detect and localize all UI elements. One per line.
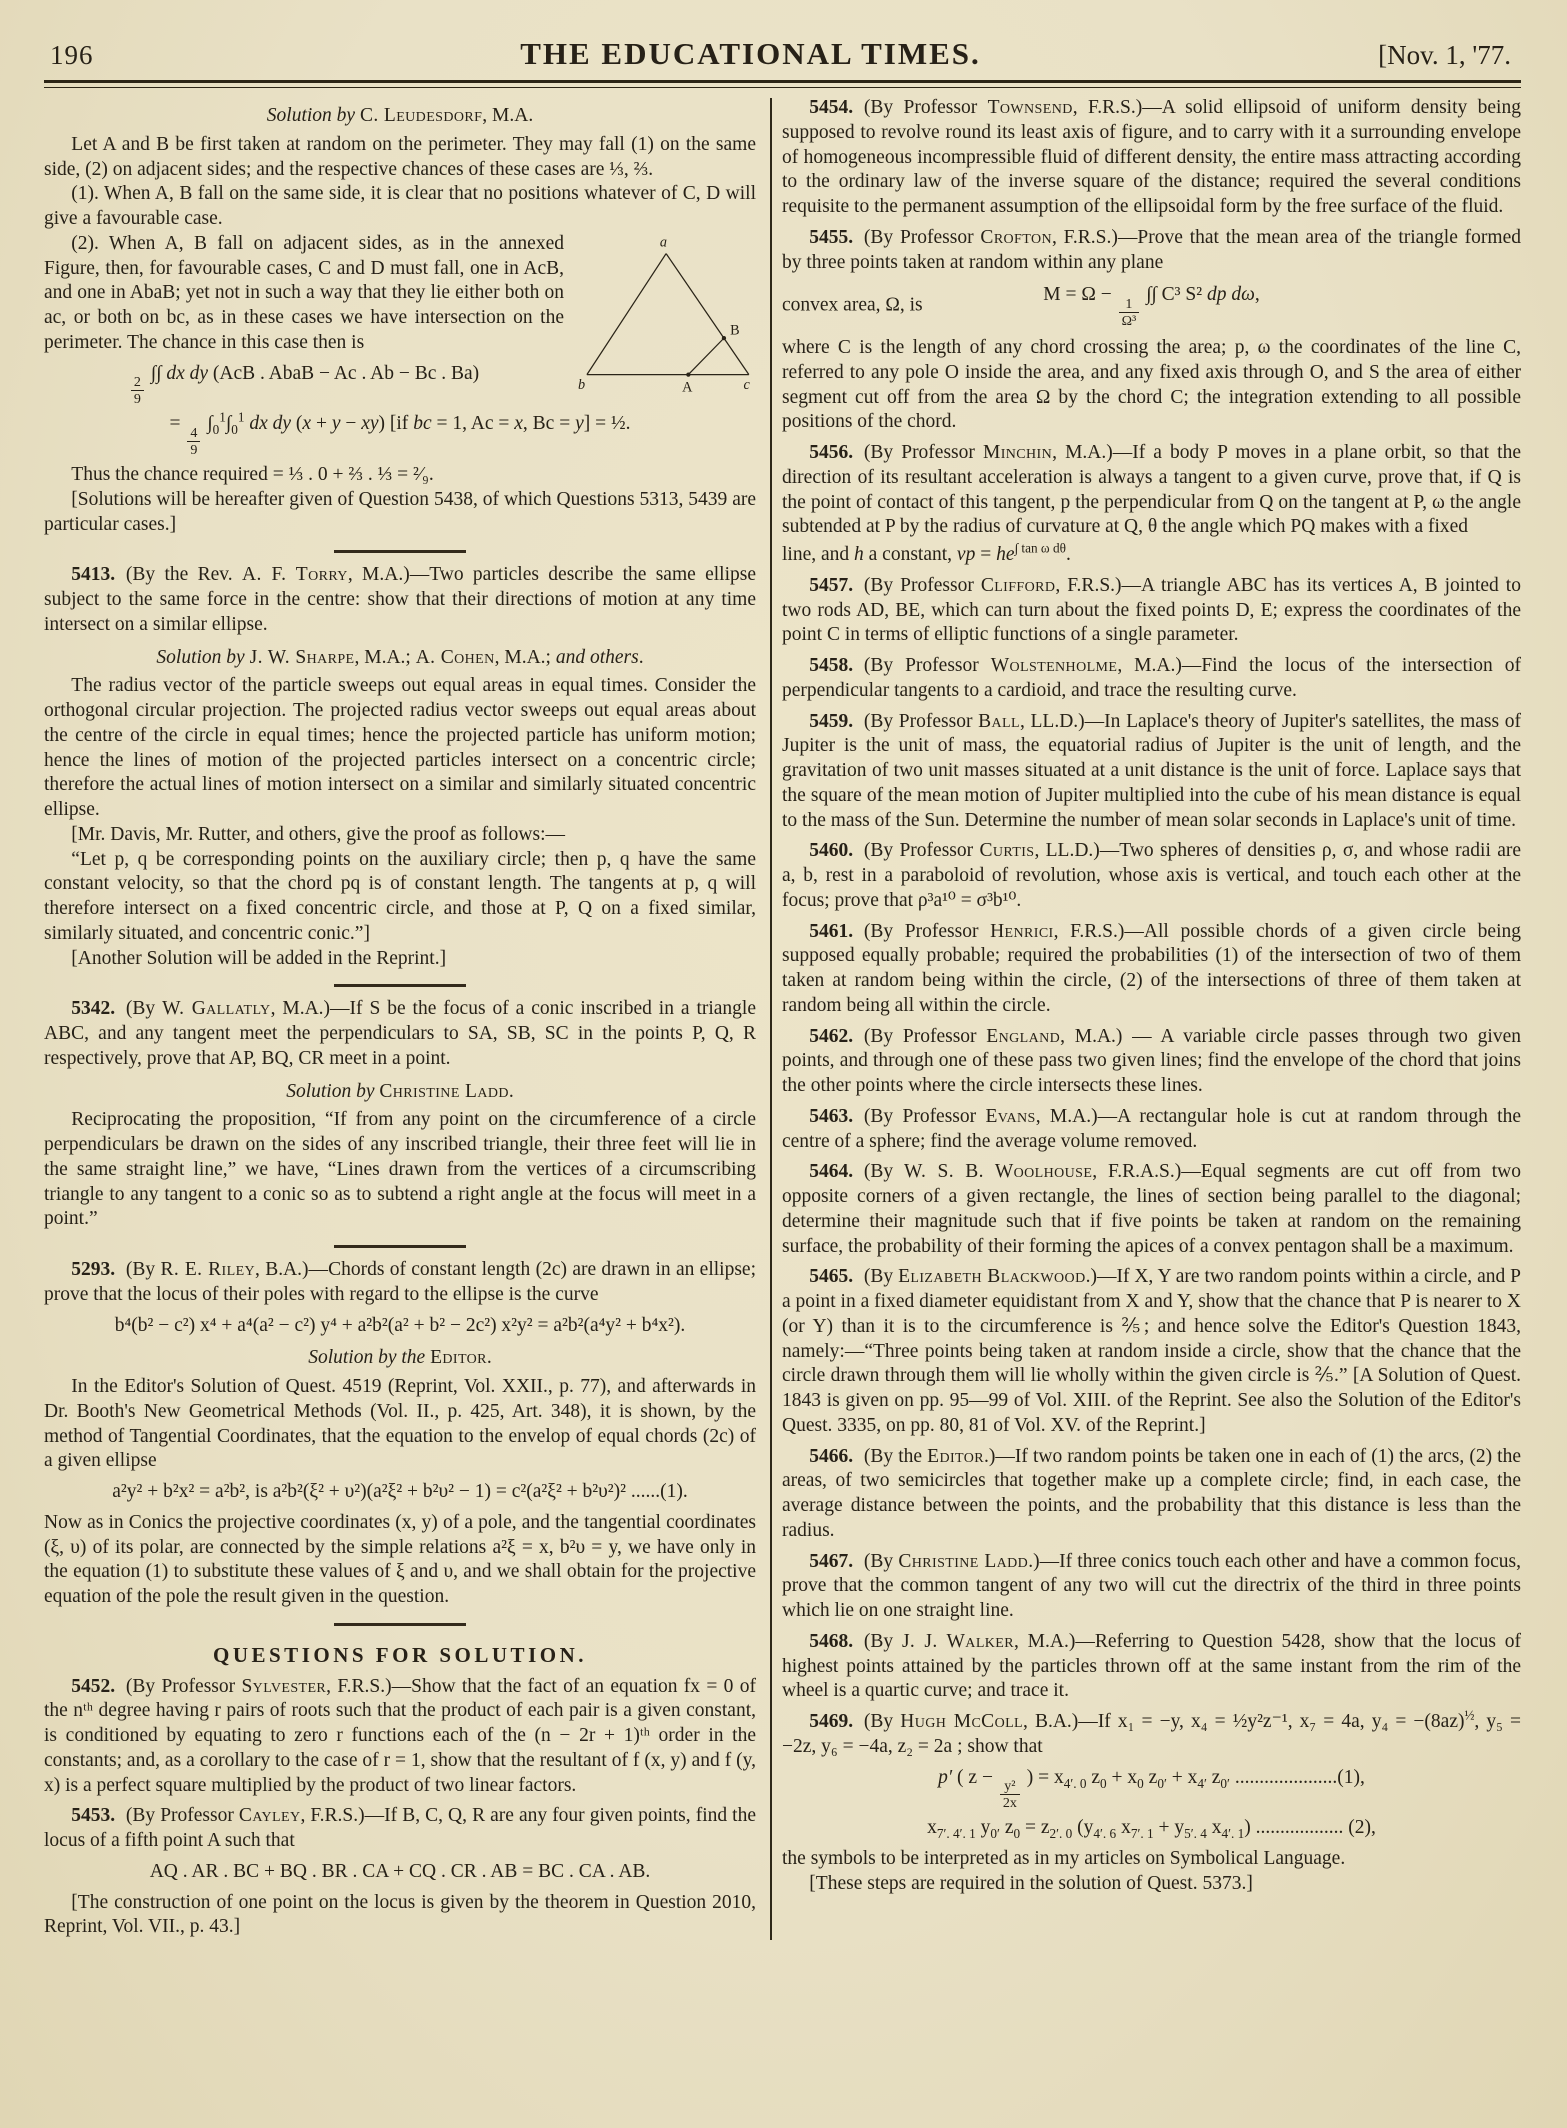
paragraph: Now as in Conics the projective coordinates (x, y) of a pole, and the tangential coordinates (ξ, υ) of its polar, are connected by the simple relations a²ξ = x, b²υ = y, we have only in the equation (1) to substitute these values of ξ and υ, and we shall obtain for the projective equation of the pole the result given in the question. — [44, 1511, 756, 1608]
question-number: 5454. — [809, 97, 854, 118]
author-credentials: , LL.D.)— — [1034, 840, 1120, 862]
question-text: If x₁ = −y, x₄ = ½y²z⁻¹, x₇ = 4a, $y_4 = -(8az)^{\frac{1}{2}}$, y₅ = −2z, y₆ = −4a, z₂ = 2a ; show that — [782, 1707, 1521, 1757]
question-by: (By — [863, 1266, 899, 1288]
question-text: A triangle ABC has its vertices A, B jointed to two rods AD, BE, which can turn about the fixed points D, E; express the coordinates of the point C in terms of elliptic functions of a single parameter. — [782, 574, 1521, 646]
question-5457 — [782, 574, 1521, 648]
paragraph: Thus the chance required = ⅓ . 0 + ⅔ . ⅓ = ²⁄₉. — [71, 464, 434, 486]
question-number: 5457. — [809, 574, 854, 596]
question-5454 — [782, 96, 1521, 220]
author-credentials: .)— — [1085, 1266, 1117, 1288]
question-by: (By — [125, 998, 163, 1020]
paragraph: where C is the length of any chord crossing the area; p, ω the coordinates of the line C, referred to any pole O inside the area, and any fixed axis through O, and S the area of either segment cut off from the area Ω by the chord C; the integration extending to all possible positions of the chord. — [782, 337, 1521, 433]
figure-label-B: B — [730, 322, 740, 339]
author-name: Hugh McColl — [900, 1711, 1024, 1733]
question-number: 5464. — [809, 1161, 854, 1183]
question-text: If a body P moves in a plane orbit, so that the direction of its resultant acceleration is always a tangent to a given curve, prove that, if Q is the point of contact of this tangent, p the perpendicular from Q on the tangent at P, ω the angle subtended at P by the radius of curvature at Q, θ the angle which PQ makes with a fixed — [782, 442, 1521, 538]
author-credentials: , M.A.)— — [1035, 1105, 1118, 1127]
question-number: 5342. — [71, 998, 116, 1020]
question-number: 5465. — [809, 1266, 854, 1288]
question-number: 5469. — [809, 1711, 854, 1733]
question-by: (By Professor — [863, 1025, 987, 1047]
author-credentials: , F.R.S.)— — [1055, 574, 1142, 596]
triangle-diagram — [578, 234, 756, 399]
triangle-figure — [578, 234, 756, 399]
paragraph: (1). When A, B fall on the same side, it is clear that no positions whatever of C, D will give a favourable case. — [44, 183, 756, 229]
figure-label-c: c — [743, 376, 750, 393]
editorial-note: [These steps are required in the solution of Quest. 5373.] — [809, 1872, 1253, 1894]
formula-5469-eq1: p′ ( z − $\frac{\text{y²}}{2x}$ ) = $x_{4'. 0}$ $z_0 + x_0$ $z_{0'} + x_{4'}$ $z_{0'}$ .....................(1), — [938, 1766, 1365, 1812]
question-text: If two random points be taken one in each of (1) the arcs, (2) the areas, of two semicircles that together make up a complete circle; find, in each case, the average distance between the points, and the probability that this distance is less than the radius. — [782, 1445, 1521, 1541]
author-name: Curtis — [979, 840, 1035, 862]
question-5452 — [44, 1675, 756, 1799]
paragraph: the symbols to be interpreted as in my articles on Symbolical Language. — [782, 1848, 1346, 1870]
question-by: (By Professor — [863, 1105, 986, 1127]
question-5453 — [44, 1804, 756, 1854]
question-text: Referring to Question 5428, show that the locus of highest points attained by the particles thrown off at the same instant from the rim of the wheel is a quartic curve; and trace it. — [782, 1630, 1522, 1702]
author-name: Ball — [978, 710, 1020, 732]
author-name: Crofton — [980, 226, 1052, 248]
question-number: 5460. — [809, 840, 854, 862]
question-5413 — [44, 563, 756, 637]
author-name: W. Gallatly — [162, 998, 271, 1020]
paragraph: In the Editor's Solution of Quest. 4519 (Reprint, Vol. XXII., p. 77), and afterwards in Dr. Booth's New Geometrical Methods (Vol. II., p. 425, Art. 348), it is shown, by the method of Tangential Coordinates, that the equation to the envelop of equal chords (2c) of a given ellipse — [44, 1376, 756, 1472]
question-number: 5452. — [71, 1675, 116, 1697]
question-5459 — [782, 710, 1521, 834]
question-by: (By Professor — [863, 97, 988, 118]
question-by: (By — [863, 1550, 899, 1572]
figure-label-a: a — [659, 234, 667, 251]
question-5293 — [44, 1258, 756, 1308]
display-formula: b⁴(b² − c²) x⁴ + a⁴(a² − c²) y⁴ + a²b²(a² + b² − 2c²) x²y² = a²b²(a⁴y² + b⁴x²). — [114, 1314, 686, 1336]
question-5460 — [782, 839, 1521, 913]
author-name: W. S. B. Woolhouse — [903, 1161, 1093, 1183]
solution-heading-sharpe: Solution by J. W. Sharpe, M.A.; A. Cohen, M.A.; and others. — [156, 646, 644, 668]
author-credentials: , M.A.)— — [1013, 1630, 1095, 1652]
question-number: 5468. — [809, 1630, 854, 1652]
formula-lead-text: convex area, Ω, is — [782, 294, 923, 316]
author-name: Henrici — [990, 920, 1054, 942]
question-5466 — [782, 1445, 1521, 1544]
formula-5469-eq2: $x_{7'. 4'. 1}$ $y_{0'}$ $z_0 = z_{2'. 0}$ ($y_{4'. 6}$ $x_{7'. 1} + y_{5'. 4}$ $x_{4'. 1}$) .................. (2), — [927, 1817, 1376, 1842]
question-number: 5453. — [71, 1805, 116, 1827]
display-formula: = $\frac{4}{9}$ $\int_0^1\int_0^1$ dx dy (x + y − xy) [if bc = 1, Ac = x, Bc = y] = ½. — [169, 409, 631, 459]
question-number: 5459. — [809, 710, 854, 732]
paragraph: (2). When A, B fall on adjacent sides, as in the annexed Figure, then, for favourable cases, C and D must fall, one in AcB, and one in AbaB; yet not in such a way that they lie either both on ac, or both on bc, as in these cases we have intersection on the perimeter. The chance in this case then is — [44, 232, 564, 353]
question-5458 — [782, 654, 1521, 704]
question-by: (By — [863, 1161, 904, 1183]
question-5467 — [782, 1550, 1521, 1624]
question-5461 — [782, 920, 1521, 1019]
question-text: Show that the fact of an equation fx = 0 of the nᵗʰ degree having r pairs of roots such that the product of each pair is a given constant, is conditioned by equating to zero r functions each of the (n − 2r + 1)ᵗʰ order in the constants; and, as a corollary to the case of r = 1, show that the resultant of f (x, y) and f (y, x) is a perfect square multiplied by the product of two linear factors. — [44, 1675, 756, 1796]
author-credentials: , F.R.S.)— — [300, 1805, 385, 1827]
question-text: A variable circle passes through two given points, and through one of these pass two given lines; find the envelope of the chord that joins the other points where the circle intersects these lines. — [782, 1025, 1521, 1097]
question-number: 5463. — [809, 1105, 854, 1127]
editorial-note: [Another Solution will be added in the Reprint.] — [71, 947, 447, 969]
display-formula: $\frac{2}{9}$ ∫∫ dx dy (AcB . AbaB − Ac . Ab − Bc . Ba) — [44, 362, 756, 407]
question-5469 — [782, 1707, 1521, 1760]
solution-heading-ladd: Solution by Christine Ladd. — [286, 1080, 514, 1102]
question-text: A solid ellipsoid of uniform density being supposed to revolve round its least axis of figure, and to carry with it a surrounding envelope of homogeneous incompressible fluid of different density, the entire mass attracting according to the ordinary law of the inverse square of the distance; required the several conditions requisite to the permanent assumption of the ellipsoidal form by the free surface of the fluid. — [782, 97, 1521, 217]
section-divider — [334, 984, 466, 987]
question-5465 — [782, 1265, 1521, 1438]
header-rule — [44, 80, 1521, 88]
solution-heading-editor: Solution by the Editor. — [308, 1347, 492, 1369]
author-credentials: , M.A.)— — [270, 998, 350, 1020]
question-number: 5456. — [809, 442, 854, 464]
author-name: Editor — [927, 1445, 984, 1467]
figure-label-A: A — [682, 379, 693, 396]
paragraph: [Mr. Davis, Mr. Rutter, and others, give the proof as follows:— — [71, 823, 565, 845]
question-by: (By Professor — [863, 655, 991, 677]
question-text: Two spheres of densities ρ, σ, and whose radii are a, b, rest in a paraboloid of revolution, whose axis is vertical, and touch each other at the focus; prove that ρ³a¹⁰ = σ³b¹⁰. — [782, 840, 1521, 911]
solution-heading-leudesdorf: Solution by C. Leudesdorf, M.A. — [266, 105, 534, 126]
paragraph: Reciprocating the proposition, “If from any point on the circumference of a circle perpendiculars be drawn on the sides of any inscribed triangle, their three feet will lie in the same straight line,” we have, “Lines drawn from the vertices of a circumscribing triangle to any tangent to a conic so as to subtend a right angle at the focus will meet in a point.” — [44, 1109, 756, 1230]
author-name: A. F. Torry — [241, 564, 348, 586]
author-name: England — [986, 1025, 1061, 1047]
figure-label-b: b — [578, 376, 586, 393]
question-by: (By the Rev. — [125, 564, 242, 586]
question-by: (By Professor — [863, 920, 991, 942]
question-text: A rectangular hole is cut at random through the centre of a sphere; find the average volume removed. — [782, 1105, 1521, 1152]
question-by: (By — [125, 1259, 161, 1281]
page-number: 196 — [50, 40, 94, 70]
question-by: (By — [863, 1630, 902, 1652]
issue-date: [Nov. 1, '77. — [1378, 40, 1511, 70]
question-5464 — [782, 1160, 1521, 1259]
question-text: Two particles describe the same ellipse subject to the same force in the centre: show that their directions of motion at any time intersect on a similar ellipse. — [44, 564, 757, 635]
editorial-note: [The construction of one point on the locus is given by the theorem in Question 2010, Reprint, Vol. VII., p. 43.] — [44, 1891, 756, 1938]
author-credentials: , B.A.)— — [1023, 1711, 1098, 1733]
author-name: Cayley — [238, 1805, 301, 1827]
question-number: 5455. — [809, 226, 854, 248]
question-by: (By Professor — [125, 1675, 242, 1697]
display-formula: a²y² + b²x² = a²b², is a²b²(ξ² + υ²)(a²ξ² + b²υ² − 1) = c²(a²ξ² + b²υ²)² ......(1). — [112, 1481, 688, 1503]
section-divider — [334, 1245, 466, 1248]
author-credentials: , B.A.)— — [255, 1259, 329, 1281]
column-rule — [770, 98, 772, 1940]
question-number: 5461. — [809, 920, 854, 942]
question-text: Find the locus of the intersection of perpendicular tangents to a cardioid, and trace the resulting curve. — [782, 655, 1521, 701]
author-credentials: , F.R.S.)— — [1051, 226, 1138, 248]
question-number: 5462. — [809, 1025, 854, 1047]
paragraph: Let A and B be first taken at random on the perimeter. They may fall (1) on the same side, (2) on adjacent sides; and the respective chances of these cases are ⅓, ⅔. — [44, 133, 756, 180]
question-by: (By Professor — [863, 226, 981, 248]
question-text: Prove that the mean area of the triangle formed by three points taken at random within any plane — [782, 226, 1521, 273]
question-by: (By the — [863, 1445, 928, 1467]
question-5456 — [782, 441, 1521, 540]
right-column — [782, 96, 1521, 1940]
author-credentials: , F.R.S.)— — [326, 1675, 412, 1697]
masthead-title: THE EDUCATIONAL TIMES. — [520, 36, 981, 71]
question-number: 5466. — [809, 1445, 854, 1467]
author-name: Christine Ladd — [898, 1550, 1029, 1572]
question-by: (By Professor — [863, 710, 979, 732]
section-heading-questions: QUESTIONS FOR SOLUTION. — [213, 1642, 587, 1667]
author-credentials: , M.A.)— — [1117, 655, 1202, 677]
question-by: (By Professor — [863, 840, 980, 862]
author-credentials: , M.A.)— — [1052, 442, 1133, 464]
section-divider — [334, 550, 466, 553]
formula-5455 — [782, 283, 1521, 328]
author-name: J. J. Walker — [901, 1630, 1014, 1652]
display-formula: AQ . AR . BC + BQ . BR . CA + CQ . CR . AB = BC . CA . AB. — [149, 1860, 651, 1882]
question-text: If X, Y are two random points within a circle, and P a point in a fixed diameter equidistant from X and Y, show that the chance that P is nearer to X (or Y) than it is to the circumference is ⅖; and hence solve the Editor's Question 1843, namely:—“Three points being taken at random inside a circle, show that the chance that the circle drawn through them will lie wholly within the given circle is ⅖.” [A Solution of Quest. 1843 is given on pp. 95—99 of Vol. XIII. of the Reprint. See also the Solution of the Editor's Quest. 3335, on pp. 80, 81 of Vol. XV. of the Reprint.] — [782, 1266, 1521, 1436]
question-number: 5458. — [809, 655, 854, 677]
question-5462 — [782, 1025, 1521, 1099]
question-by: (By — [863, 1711, 901, 1733]
author-name: Townsend — [987, 97, 1073, 118]
question-text: In Laplace's theory of Jupiter's satellites, the mass of Jupiter is the unit of mass, the equatorial radius of Jupiter is the unit of length, and the gravitation of two unit masses situated at a unit distance is the unit of force. Laplace says that the square of the mean motion of Jupiter multiplied into the cube of his mean distance is equal to the mass of the Sun. Determine the number of mean solar seconds in Laplace's unit of time. — [782, 710, 1521, 831]
question-by: (By Professor — [125, 1805, 239, 1827]
author-name: Elizabeth Blackwood — [898, 1266, 1086, 1288]
author-credentials: , F.R.S.)— — [1072, 97, 1162, 118]
left-column — [44, 96, 756, 1940]
question-number: 5467. — [809, 1550, 854, 1572]
question-5468 — [782, 1630, 1521, 1704]
paragraph: The radius vector of the particle sweeps out equal areas in equal times. Consider the orthogonal circular projection. The projected radius vector sweeps out equal areas about the centre of the circle in equal times; hence the projected particle has uniform motion; hence the lines of motion of the projected particles intersect on a concentric circle; therefore the actual lines of motion intersect on a similar and similarly situated concentric ellipse. — [44, 675, 756, 821]
author-name: Minchin — [982, 442, 1053, 464]
author-credentials: , M.A.)— — [347, 564, 430, 586]
question-5455 — [782, 226, 1521, 276]
editorial-note: [Solutions will be hereafter given of Question 5438, of which Questions 5313, 5439 are particular cases.] — [44, 488, 756, 535]
formula-5456: line, and h a constant, vp = $he^{\int tan \omega d\theta}$. — [782, 540, 1071, 566]
question-text: If three conics touch each other and have a common focus, prove that the common tangent of any two will cut the directrix of the third in three points which lie on one straight line. — [782, 1550, 1522, 1622]
question-by: (By Professor — [863, 574, 981, 596]
author-name: R. E. Riley — [160, 1259, 256, 1281]
question-5463 — [782, 1105, 1521, 1155]
question-text: If S be the focus of a conic inscribed in a triangle ABC, and any tangent meet the perpendiculars to SA, SB, SC in the points P, Q, R respectively, prove that AP, BQ, CR meet in a point. — [44, 998, 757, 1069]
author-credentials: , M.A.) — — [1060, 1025, 1161, 1047]
question-5342 — [44, 997, 756, 1071]
question-text: Chords of constant length (2c) are drawn in an ellipse; prove that the locus of their poles with regard to the ellipse is the curve — [44, 1259, 756, 1305]
page-header — [44, 30, 1521, 80]
question-by: (By Professor — [863, 442, 983, 464]
display-formula: M = Ω − $\frac{1}{\text{Ω³}}$ ∫∫ C³ S² dp dω, — [1043, 284, 1260, 330]
author-credentials: .)— — [984, 1445, 1015, 1467]
author-name: Sylvester — [241, 1675, 327, 1697]
question-text: If B, C, Q, R are any four given points, find the locus of a fifth point A such that — [44, 1805, 756, 1852]
author-name: Evans — [985, 1105, 1036, 1127]
author-credentials: , F.R.S.)— — [1053, 920, 1144, 942]
author-credentials: , LL.D.)— — [1019, 710, 1105, 732]
author-name: Clifford — [980, 574, 1056, 596]
author-credentials: .)— — [1028, 1550, 1060, 1572]
question-number: 5293. — [71, 1259, 116, 1281]
section-divider — [334, 1623, 466, 1626]
paragraph: “Let p, q be corresponding points on the auxiliary circle; then p, q have the same constant velocity, so that the chord pq is of constant length. The tangents at p, q will therefore intersect on a fixed concentric circle, and those at P, Q on a fixed similar, similarly situated, and concentric conic.”] — [44, 848, 756, 944]
author-credentials: , F.R.A.S.)— — [1092, 1161, 1201, 1183]
author-name: Wolstenholme — [990, 655, 1118, 677]
question-number: 5413. — [71, 564, 116, 586]
two-column-body — [44, 96, 1521, 1940]
question-text: All possible chords of a given circle being supposed equally probable; required the probabilities (1) of the intersection of two of them taken at random being within the circle, (2) of the intersections of three of them taken at random being all within the circle. — [782, 920, 1521, 1016]
question-text: Equal segments are cut off from two opposite corners of a given rectangle, the lines of section being parallel to the diagonal; determine their magnitude such that if five points be taken at random on the remaining surface, the probability of their forming the apices of a convex pentagon shall be a maximum. — [782, 1161, 1521, 1257]
